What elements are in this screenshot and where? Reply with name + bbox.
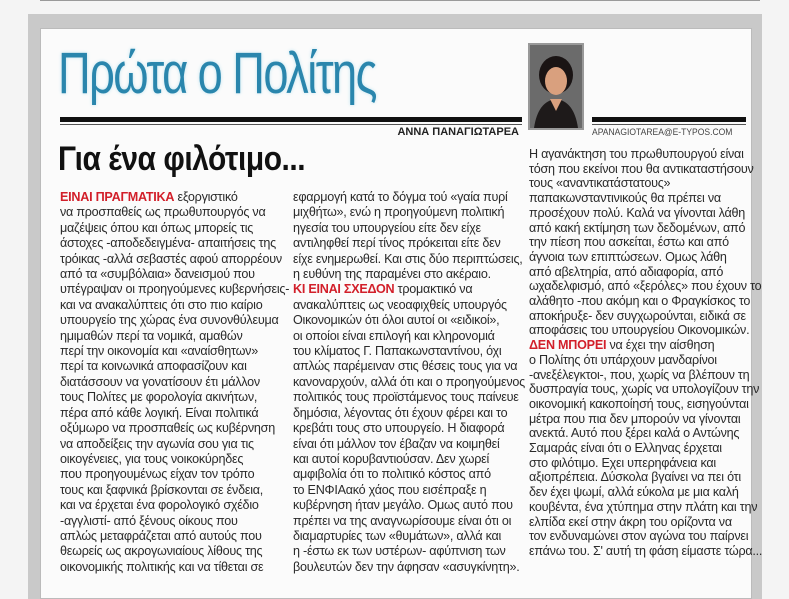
text-line	[293, 452, 525, 467]
line-text: πρέπει να της αναγνωρίσουμε είναι ότι οι	[293, 513, 512, 528]
text-line	[529, 309, 762, 324]
line-text: πολιτικός τους προϊστάμενος τους παίνευε	[293, 390, 519, 405]
line-text: να έχει την αίσθηση	[606, 338, 715, 353]
text-line	[529, 176, 762, 191]
text-line	[529, 515, 762, 530]
text-line	[529, 529, 762, 544]
line-text: οξύμωρο να προσπαθείς ως κυβέρνηση	[60, 421, 275, 436]
text-line	[293, 344, 525, 359]
text-line	[60, 560, 289, 575]
author-portrait-icon	[530, 45, 582, 128]
text-line	[60, 359, 289, 374]
line-text: ανεκτά. Αυτό που ξέρει καλά ο Αντώνης	[529, 426, 740, 441]
text-line	[293, 406, 525, 421]
line-text: του κλίματος Γ. Παπακωνσταντίνου, όχι	[293, 344, 502, 359]
text-line	[60, 452, 289, 467]
lead-in: ΕΙΝΑΙ ΠΡΑΓΜΑΤΙΚΑ	[60, 190, 175, 204]
line-text: άστοχες -αποδεδειγμένα- απαιτήσεις της	[60, 236, 276, 251]
top-border	[40, 0, 760, 1]
line-text: η ευθύνη της παραμένει στο ακέραιο.	[293, 267, 491, 282]
text-line	[293, 498, 525, 513]
text-line	[529, 412, 762, 427]
text-line	[529, 250, 762, 265]
text-line	[529, 323, 762, 338]
text-line	[60, 282, 289, 297]
line-text: δημόσια, λέγοντας ότι έχουν φέρει και το	[293, 405, 508, 420]
line-text: Σαμαράς είναι ότι ο Ελληνας έρχεται	[529, 441, 722, 456]
text-line	[293, 359, 525, 374]
text-line	[529, 426, 762, 441]
text-line	[60, 498, 289, 513]
line-text: -ανεξέλεγκτοι-, που, χωρίς να βλέπουν τη	[529, 367, 750, 382]
text-line	[529, 191, 762, 206]
text-line	[60, 483, 289, 498]
line-text: και αυτοί κορυβαντιούσαν. Δεν χωρεί	[293, 451, 490, 466]
text-line	[529, 382, 762, 397]
line-text: και να έρχεται ένα φορολογικό σχέδιο	[60, 498, 259, 513]
text-line	[529, 544, 762, 559]
article-column-3	[529, 147, 762, 559]
text-line	[60, 252, 289, 267]
line-text: απλώς μεταφράζεται από αυτούς που	[60, 528, 262, 543]
line-text: ο Πολίτης ότι υπάρχουν μανδαρίνοι	[529, 352, 717, 367]
line-text: μέτρα που πια δεν μπορούν να γίνονται	[529, 411, 741, 426]
line-text: από αβελτηρία, από αδιαφορία, από	[529, 264, 724, 279]
text-line	[529, 456, 762, 471]
line-text: περί τα κοινωνικά αποφασίζουν και	[60, 359, 247, 374]
text-line	[293, 298, 525, 313]
line-text: το ΕΝΦΙΑακό χάος που εισέπραξε η	[293, 482, 487, 497]
line-text: οικονομική κακοποίησή τους, εισηγούνται	[529, 396, 749, 411]
author-name: ΑΝΝΑ ΠΑΝΑΓΙΩΤΑΡΕΑ	[397, 126, 519, 138]
line-text: αξιοπρέπεια. Δύσκολα βγαίνει να πει ότι	[529, 470, 741, 485]
line-text: δυσπραγία τους, χωρίς να υπολογίζουν την	[529, 382, 760, 397]
text-line	[293, 483, 525, 498]
line-text: την πίεση που ασκείται, έστω και από	[529, 235, 729, 250]
line-text: διατάσσουν να γονατίσουν έτι μάλλον	[60, 374, 260, 389]
text-line	[529, 353, 762, 368]
line-text: επάνω του. Σ' αυτή τη φάση είμαστε τώρα...	[529, 543, 763, 558]
author-email[interactable]: APANAGIOTAREA@E-TYPOS.COM	[592, 127, 733, 138]
line-text: τον ενδυναμώνει στον αγώνα του παίρνει	[529, 529, 749, 544]
text-line	[293, 467, 525, 482]
text-line	[529, 470, 762, 485]
line-text: μιχθήτω», ενώ η προηγούμενη πολιτική	[293, 205, 505, 220]
text-line	[60, 205, 289, 220]
text-line	[60, 421, 289, 436]
line-text: οικονομικής πολιτικής και να τίθεται σε	[60, 559, 264, 574]
text-line	[529, 441, 762, 456]
text-line	[60, 544, 289, 559]
text-line	[529, 206, 762, 221]
text-line	[60, 437, 289, 452]
text-line	[60, 298, 289, 313]
line-text: υπουργείο της χώρας ένα συνονθύλευμα	[60, 313, 279, 328]
line-text: Οικονομικών ότι όλοι αυτοί οι «ειδικοί»,	[293, 313, 500, 328]
title-rule-right	[592, 117, 746, 122]
line-text: αποκήρυξε- δεν συγχωρούνται, ειδικά σε	[529, 308, 746, 323]
line-text: παπακωνσταντινικούς θα πρέπει να	[529, 191, 721, 206]
text-line	[293, 282, 525, 297]
text-line	[529, 235, 762, 250]
line-text: θεωρείς ως ακρογωνιαίους λίθους της	[60, 544, 263, 559]
line-text: από κακή εκτίμηση των δεδομένων, από	[529, 220, 746, 235]
text-line	[529, 368, 762, 383]
text-line	[60, 221, 289, 236]
line-text: ωχαδελφισμό, από «ξερόλες» που έχουν το	[529, 279, 762, 294]
line-text: τους Πολίτες με φορολογία ακινήτων,	[60, 390, 258, 405]
line-text: προσέχουν πολύ. Καλά να γίνονται λάθη	[529, 205, 746, 220]
text-line	[293, 437, 525, 452]
line-text: κρεβάτι τους στο υπουργείο. Η διαφορά	[293, 421, 505, 436]
text-line	[293, 205, 525, 220]
text-line	[293, 190, 525, 205]
article-headline: Για ένα φιλότιμο...	[58, 140, 306, 178]
line-text: αποφάσεις του υπουργείου Οικονομικών.	[529, 323, 750, 338]
text-line	[60, 236, 289, 251]
text-line	[60, 529, 289, 544]
text-line	[293, 329, 525, 344]
line-text: αλάθητο -που ακόμη και ο Φραγκίσκος το	[529, 294, 751, 309]
text-line	[293, 544, 525, 559]
text-line	[60, 190, 289, 205]
article-column-2	[293, 190, 525, 575]
line-text: άγνοια των επιπτώσεων. Ομως λάθη	[529, 249, 727, 264]
line-text: κανοναρχούν, αλλά ότι και ο προηγούμενος	[293, 374, 525, 389]
line-text: η -έστω εκ των υστέρων- αφύπνιση των	[293, 544, 506, 559]
text-line	[529, 485, 762, 500]
line-text: είχε ενημερωθεί. Και στις δύο περιπτώσεις,	[293, 251, 523, 266]
lead-in: ΚΙ ΕΙΝΑΙ ΣΧΕΔΟΝ	[293, 282, 395, 297]
line-text: να προσπαθείς ως πρωθυπουργός να	[60, 205, 266, 220]
author-photo	[528, 43, 584, 130]
line-text: -αγγλιστί- από ξένους οίκους που	[60, 513, 238, 528]
line-text: είναι ότι μάλλον τον έβαζαν να κοιμηθεί	[293, 436, 500, 451]
line-text: οι οποίοι είναι επιλογή και κληρονομιά	[293, 328, 495, 343]
article-column-1	[60, 190, 289, 575]
line-text: βουλευτών δεν την άφησαν «ασυγκίνητη».	[293, 559, 520, 574]
text-line	[293, 421, 525, 436]
line-text: και να ανακαλύπτεις ότι στο πιο καίριο	[60, 297, 263, 312]
line-text: εξοργιστικό	[174, 190, 238, 204]
line-text: τόση που εκείνοι που θα αντικαταστήσουν	[529, 161, 754, 176]
text-line	[293, 375, 525, 390]
line-text: ελπίδα εκεί στην άκρη του ορίζοντα να	[529, 514, 732, 529]
text-line	[293, 560, 525, 575]
text-line	[529, 162, 762, 177]
line-text: ανακαλύπτεις ως νεοαφιχθείς υπουργός	[293, 297, 507, 312]
line-text: διαμαρτυρίες των «θυμάτων», αλλά και	[293, 528, 502, 543]
text-line	[293, 529, 525, 544]
text-line	[60, 375, 289, 390]
line-text: εφαρμογή κατά το δόγμα τού «γαία πυρί	[293, 190, 508, 204]
line-text: πέρα από κάθε λογική. Είναι πολιτικά	[60, 405, 259, 420]
text-line	[60, 329, 289, 344]
line-text: στο φιλότιμο. Εχει υπερηφάνεια και	[529, 455, 716, 470]
line-text: δεν έχει ψωμί, αλλά εύκολα με μια καλή	[529, 485, 739, 500]
text-line	[60, 267, 289, 282]
line-text: από τα «συμβόλαια» δανεισμού που	[60, 267, 255, 282]
line-text: μαζέψεις όπου και όπως μπορείς τις	[60, 220, 254, 235]
text-line	[529, 294, 762, 309]
text-line	[529, 279, 762, 294]
column-title: Πρώτα ο Πολίτης	[58, 41, 376, 106]
text-line	[60, 406, 289, 421]
text-line	[60, 390, 289, 405]
line-text: περί την οικονομία και «αναίσθητων»	[60, 344, 258, 359]
text-line	[529, 147, 762, 162]
line-text: ηγεσία του υπουργείου είτε δεν είχε	[293, 220, 481, 235]
text-line	[293, 267, 525, 282]
line-text: τους και ξαφνικά βρίσκονται σε ένδεια,	[60, 482, 264, 497]
line-text: απλώς παρέμειναν στις θέσεις τους για να	[293, 359, 518, 374]
line-text: ημιμαθών περί τα νομικά, αμαθών	[60, 328, 243, 343]
text-line	[529, 265, 762, 280]
line-text: κυβέρνηση ήταν μεγάλο. Ομως αυτό που	[293, 498, 513, 513]
text-line	[293, 252, 525, 267]
text-line	[60, 467, 289, 482]
text-line	[60, 344, 289, 359]
title-rule-left	[60, 117, 522, 122]
text-line	[60, 514, 289, 529]
text-line	[293, 390, 525, 405]
text-line	[529, 221, 762, 236]
lead-in: ΔΕΝ ΜΠΟΡΕΙ	[529, 338, 607, 353]
text-line	[529, 397, 762, 412]
line-text: να αποδείξεις την αγωνία σου για τις	[60, 436, 254, 451]
line-text: αμφιβολία ότι το πολιτικό κόστος από	[293, 467, 491, 482]
line-text: κουβέντα, ένα χτύπημα στην πλάτη και την	[529, 499, 758, 514]
line-text: Η αγανάκτηση του πρωθυπουργού είναι	[529, 147, 744, 161]
text-line	[529, 338, 762, 353]
line-text: τους «αναντικατάστατους»	[529, 176, 671, 191]
line-text: αντιληφθεί περί τίνος πρόκειται είτε δεν	[293, 236, 501, 251]
text-line	[529, 500, 762, 515]
text-line	[293, 236, 525, 251]
text-line	[293, 221, 525, 236]
text-line	[293, 514, 525, 529]
line-text: που προηγουμένως είχαν τον τρόπο	[60, 467, 255, 482]
line-text: τρομακτικό να	[394, 282, 473, 297]
line-text: υπέγραψαν οι προηγούμενες κυβερνήσεις-	[60, 282, 290, 297]
text-line	[293, 313, 525, 328]
line-text: οικογένειες, για τους νοικοκύρηδες	[60, 451, 244, 466]
text-line	[60, 313, 289, 328]
line-text: τρόικας -αλλά σεβαστές αφού απορρέουν	[60, 251, 282, 266]
